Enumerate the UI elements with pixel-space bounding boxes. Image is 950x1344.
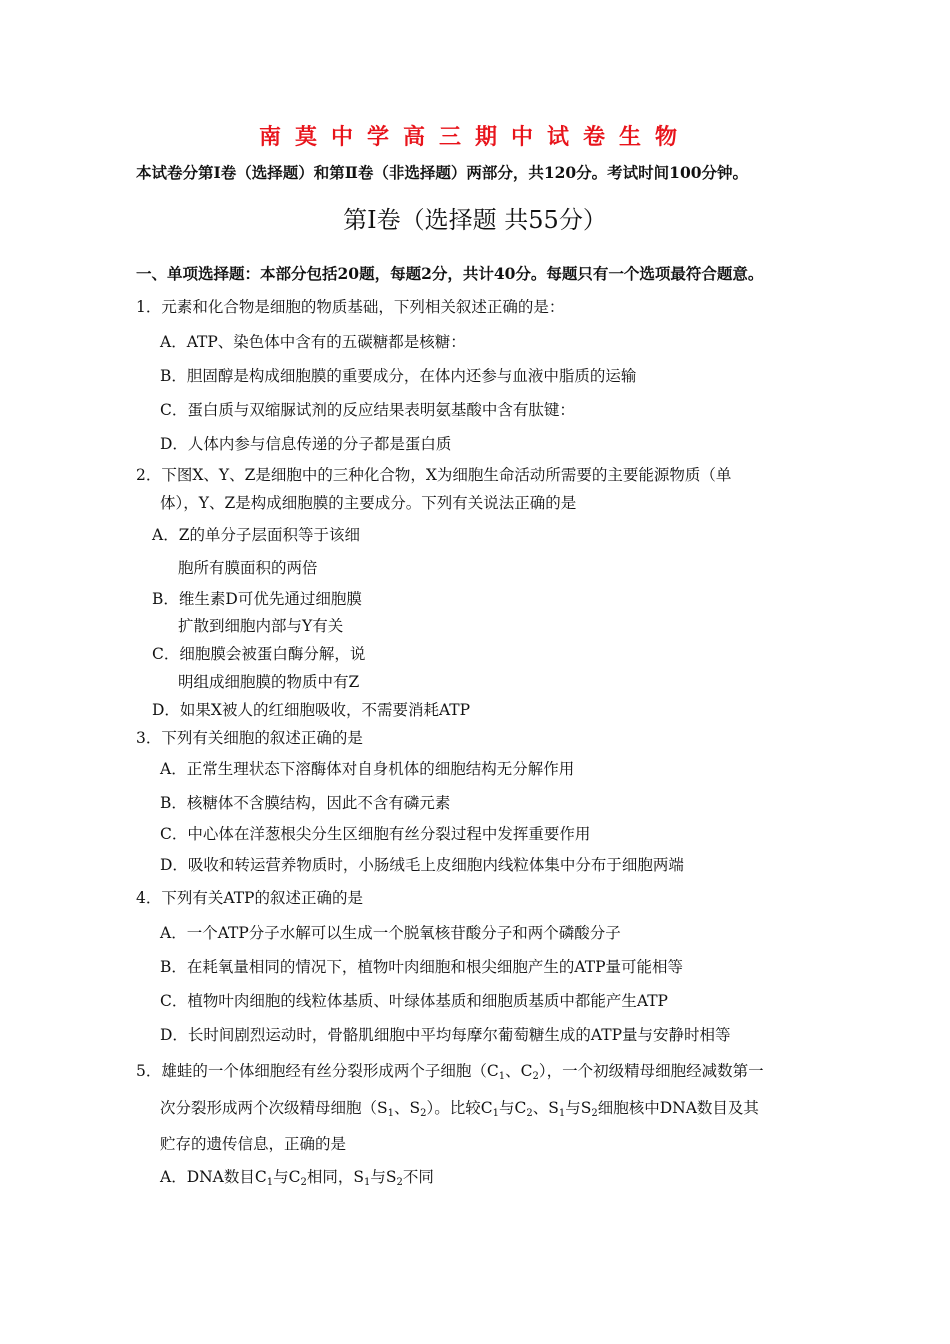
section-instructions: 一、单项选择题：本部分包括20题，每题2分，共计40分。每题只有一个选项最符合题意。 <box>136 264 764 283</box>
question-4-stem: 4．下列有关ATP的叙述正确的是 <box>136 889 363 907</box>
question-5-stem-line-2: 次分裂形成两个次级精母细胞（S1、S2）。比较C1与C2、S1与S2细胞核中DNA数目及其 <box>160 1099 759 1119</box>
question-4-option-d: D．长时间剧烈运动时，骨骼肌细胞中平均每摩尔葡萄糖生成的ATP量与安静时相等 <box>160 1026 731 1044</box>
question-3-stem: 3．下列有关细胞的叙述正确的是 <box>136 729 363 747</box>
exam-title: 南莫中学高三期中试卷生物 <box>258 124 691 150</box>
section-title: 第Ⅰ卷（选择题 共55分） <box>343 206 607 234</box>
question-2-option-a: A．Z的单分子层面积等于该细 <box>152 526 360 544</box>
question-2-option-c: C．细胞膜会被蛋白酶分解，说 <box>152 645 366 663</box>
question-4-option-a: A．一个ATP分子水解可以生成一个脱氧核苷酸分子和两个磷酸分子 <box>160 924 621 942</box>
question-2-option-d: D．如果X被人的红细胞吸收，不需要消耗ATP <box>152 701 471 719</box>
question-2-stem-line-2: 体），Y、Z是构成细胞膜的主要成分。下列有关说法正确的是 <box>160 494 577 512</box>
question-2-stem-line-1: 2．下图X、Y、Z是细胞中的三种化合物，X为细胞生命活动所需要的主要能源物质（单 <box>136 466 732 484</box>
question-1-option-d: D．人体内参与信息传递的分子都是蛋白质 <box>160 435 452 453</box>
question-2-option-c-cont: 明组成细胞膜的物质中有Z <box>178 673 360 691</box>
question-3-option-c: C．中心体在洋葱根尖分生区细胞有丝分裂过程中发挥重要作用 <box>160 825 591 843</box>
question-2-option-b: B．维生素D可优先通过细胞膜 <box>152 590 362 608</box>
question-5-stem-line-3: 贮存的遗传信息，正确的是 <box>160 1135 347 1153</box>
exam-subtitle: 本试卷分第Ⅰ卷（选择题）和第Ⅱ卷（非选择题）两部分，共120分。考试时间100分钟。 <box>136 163 749 182</box>
question-2-option-a-cont: 胞所有膜面积的两倍 <box>178 559 318 577</box>
question-5-option-a: A．DNA数目C1与C2相同，S1与S2不同 <box>160 1168 434 1188</box>
question-4-option-c: C．植物叶肉细胞的线粒体基质、叶绿体基质和细胞质基质中都能产生ATP <box>160 992 668 1010</box>
question-3-option-b: B．核糖体不含膜结构，因此不含有磷元素 <box>160 794 451 812</box>
question-3-option-a: A．正常生理状态下溶酶体对自身机体的细胞结构无分解作用 <box>160 760 575 778</box>
question-3-option-d: D．吸收和转运营养物质时，小肠绒毛上皮细胞内线粒体集中分布于细胞两端 <box>160 856 684 874</box>
question-4-option-b: B．在耗氧量相同的情况下，植物叶肉细胞和根尖细胞产生的ATP量可能相等 <box>160 958 684 976</box>
question-2-option-b-cont: 扩散到细胞内部与Y有关 <box>178 617 344 635</box>
question-1-stem: 1．元素和化合物是细胞的物质基础，下列相关叙述正确的是： <box>136 298 565 316</box>
question-5-stem-line-1: 5．雄蛙的一个体细胞经有丝分裂形成两个子细胞（C1、C2），一个初级精母细胞经减数第一 <box>136 1062 764 1082</box>
question-1-option-c: C．蛋白质与双缩脲试剂的反应结果表明氨基酸中含有肽键： <box>160 401 575 419</box>
question-1-option-b: B．胆固醇是构成细胞膜的重要成分，在体内还参与血液中脂质的运输 <box>160 367 637 385</box>
question-1-option-a: A．ATP、染色体中含有的五碳糖都是核糖： <box>160 333 466 351</box>
